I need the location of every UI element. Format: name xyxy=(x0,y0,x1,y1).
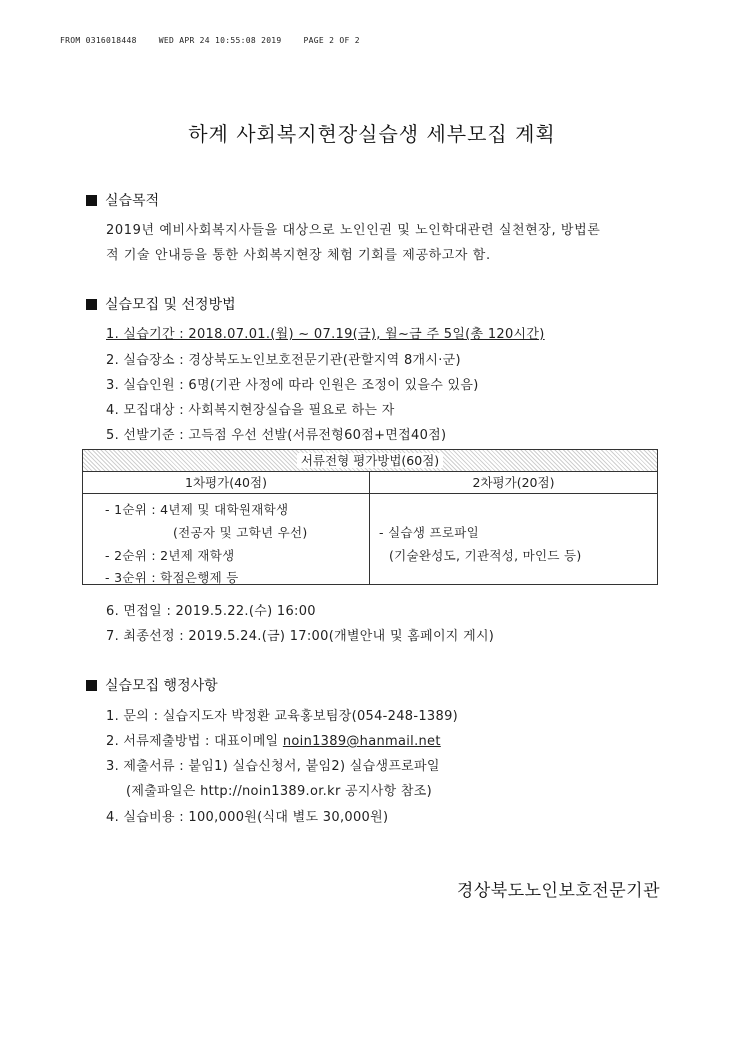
recruit-item-count: 3. 실습인원 : 6명(기관 사정에 따라 인원은 조정이 있을수 있음) xyxy=(106,378,479,393)
section-admin-heading xyxy=(86,675,218,695)
evaluation-table xyxy=(82,449,658,585)
section-recruit-heading xyxy=(86,294,236,314)
document-title: 하계 사회복지현장실습생 세부모집 계획 xyxy=(188,122,556,146)
submission-label: 2. 서류제출방법 : 대표이메일 xyxy=(106,734,283,749)
admin-item-submission xyxy=(106,730,441,749)
first-eval-line: - 3순위 : 학점은행제 등 xyxy=(105,570,239,585)
email-link[interactable]: noin1389@hanmail.net xyxy=(282,734,441,749)
admin-item-documents: 3. 제출서류 : 붙임1) 실습신청서, 붙임2) 실습생프로파일 xyxy=(106,759,440,774)
second-eval-line: - 실습생 프로파일 xyxy=(379,525,479,540)
second-eval-line: (기술완성도, 기관적성, 마인드 등) xyxy=(389,548,582,563)
section-admin-label: 실습모집 행정사항 xyxy=(105,678,218,694)
evaluation-table-header xyxy=(83,450,657,472)
section-recruit-label: 실습모집 및 선정방법 xyxy=(105,297,236,313)
square-bullet-icon xyxy=(86,195,97,206)
purpose-line-2: 적 기술 안내등을 통한 사회복지현장 체험 기회를 제공하고자 함. xyxy=(106,248,491,263)
first-eval-line: - 1순위 : 4년제 및 대학원재학생 xyxy=(105,502,289,517)
recruit-item-target: 4. 모집대상 : 사회복지현장실습을 필요로 하는 자 xyxy=(106,403,395,418)
fax-datetime: WED APR 24 10:55:08 2019 xyxy=(158,36,282,45)
evaluation-table-title: 서류전형 평가방법(60점) xyxy=(297,453,443,468)
organization-signature: 경상북도노인보호전문기관 xyxy=(456,881,660,901)
section-purpose-label: 실습목적 xyxy=(105,193,160,209)
recruit-item-period: 1. 실습기간 : 2018.07.01.(월) ~ 07.19(금), 월~금 주 5일(총 120시간) xyxy=(106,327,545,342)
admin-item-documents-note: (제출파일은 http://noin1389.or.kr 공지사항 참조) xyxy=(126,784,432,799)
admin-item-cost: 4. 실습비용 : 100,000원(식대 별도 30,000원) xyxy=(106,810,389,825)
recruit-item-final: 7. 최종선정 : 2019.5.24.(금) 17:00(개별안내 및 홈페이지 게시) xyxy=(106,629,495,644)
fax-from: FROM 0316018448 xyxy=(60,36,137,45)
table-divider xyxy=(369,472,370,585)
first-eval-title: 1차평가(40점) xyxy=(83,472,369,494)
first-eval-line: - 2순위 : 2년제 재학생 xyxy=(105,548,235,563)
section-purpose-heading xyxy=(86,190,159,210)
recruit-item-criteria: 5. 선발기준 : 고득점 우선 선발(서류전형60점+면접40점) xyxy=(106,428,447,443)
square-bullet-icon xyxy=(86,299,97,310)
first-eval-line: (전공자 및 고학년 우선) xyxy=(173,525,308,540)
second-eval-title: 2차평가(20점) xyxy=(370,472,657,494)
purpose-line-1: 2019년 예비사회복지사들을 대상으로 노인인권 및 노인학대관련 실천현장, 방법론 xyxy=(106,223,601,238)
admin-item-contact: 1. 문의 : 실습지도자 박정환 교육홍보팀장(054-248-1389) xyxy=(106,709,459,724)
fax-page: PAGE 2 OF 2 xyxy=(303,36,360,45)
recruit-item-place: 2. 실습장소 : 경상북도노인보호전문기관(관할지역 8개시·군) xyxy=(106,353,461,368)
fax-header xyxy=(60,36,382,45)
square-bullet-icon xyxy=(86,680,97,691)
recruit-item-interview: 6. 면접일 : 2019.5.22.(수) 16:00 xyxy=(106,604,316,619)
